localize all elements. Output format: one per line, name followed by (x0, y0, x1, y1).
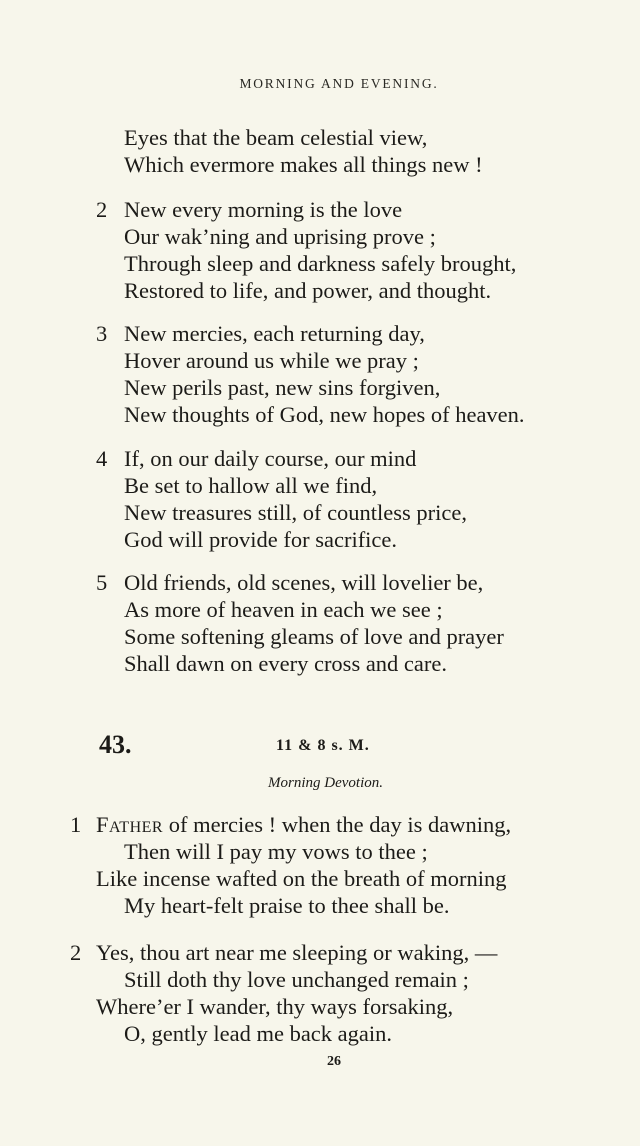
verse-line: Then will I pay my vows to thee ; (124, 839, 428, 864)
verse-line: Restored to life, and power, and thought. (124, 278, 492, 303)
verse-line: New treasures still, of countless price, (124, 500, 468, 525)
running-head: MORNING AND EVENING. (239, 76, 439, 91)
verse-line: If, on our daily course, our mind (124, 446, 417, 471)
verse-line: Still doth thy love unchanged remain ; (124, 967, 469, 992)
first-word: Father (96, 812, 164, 837)
verse-line: Hover around us while we pray ; (124, 348, 419, 373)
verse-line: New perils past, new sins forgiven, (124, 375, 441, 400)
verse-line: Our wak’ning and uprising prove ; (124, 224, 436, 249)
hymn-number: 43. (99, 730, 132, 759)
stanza-number: 1 (70, 812, 82, 837)
page-number: 26 (327, 1054, 341, 1069)
verse-line: O, gently lead me back again. (124, 1021, 393, 1046)
verse-line: Eyes that the beam celestial view, (124, 125, 428, 150)
hymn-meter: 11 & 8 s. M. (276, 737, 370, 754)
verse-line: Some softening gleams of love and prayer (124, 624, 504, 649)
stanza-number: 2 (70, 940, 82, 965)
verse-line: New every morning is the love (124, 197, 403, 222)
verse-line: Like incense wafted on the breath of morning (96, 866, 507, 891)
verse-line (96, 811, 511, 838)
verse-line: New mercies, each returning day, (124, 321, 425, 346)
verse-line: God will provide for sacrifice. (124, 527, 398, 552)
verse-line: My heart-felt praise to thee shall be. (124, 893, 450, 918)
verse-line: Through sleep and darkness safely brought, (124, 251, 517, 276)
first-line-rest: of mercies ! when the day is dawning, (163, 812, 512, 837)
verse-line: Which evermore makes all things new ! (124, 152, 483, 177)
stanza-number: 3 (96, 321, 108, 346)
verse-line: New thoughts of God, new hopes of heaven. (124, 402, 525, 427)
hymn-subtitle: Morning Devotion. (268, 775, 383, 791)
verse-line: As more of heaven in each we see ; (124, 597, 443, 622)
verse-line: Yes, thou art near me sleeping or waking, — (96, 940, 498, 965)
verse-line: Be set to hallow all we find, (124, 473, 378, 498)
stanza-number: 5 (96, 570, 108, 595)
verse-line: Shall dawn on every cross and care. (124, 651, 448, 676)
verse-line: Where’er I wander, thy ways forsaking, (96, 994, 454, 1019)
stanza-number: 2 (96, 197, 108, 222)
verse-line: Old friends, old scenes, will lovelier be, (124, 570, 484, 595)
stanza-number: 4 (96, 446, 108, 471)
